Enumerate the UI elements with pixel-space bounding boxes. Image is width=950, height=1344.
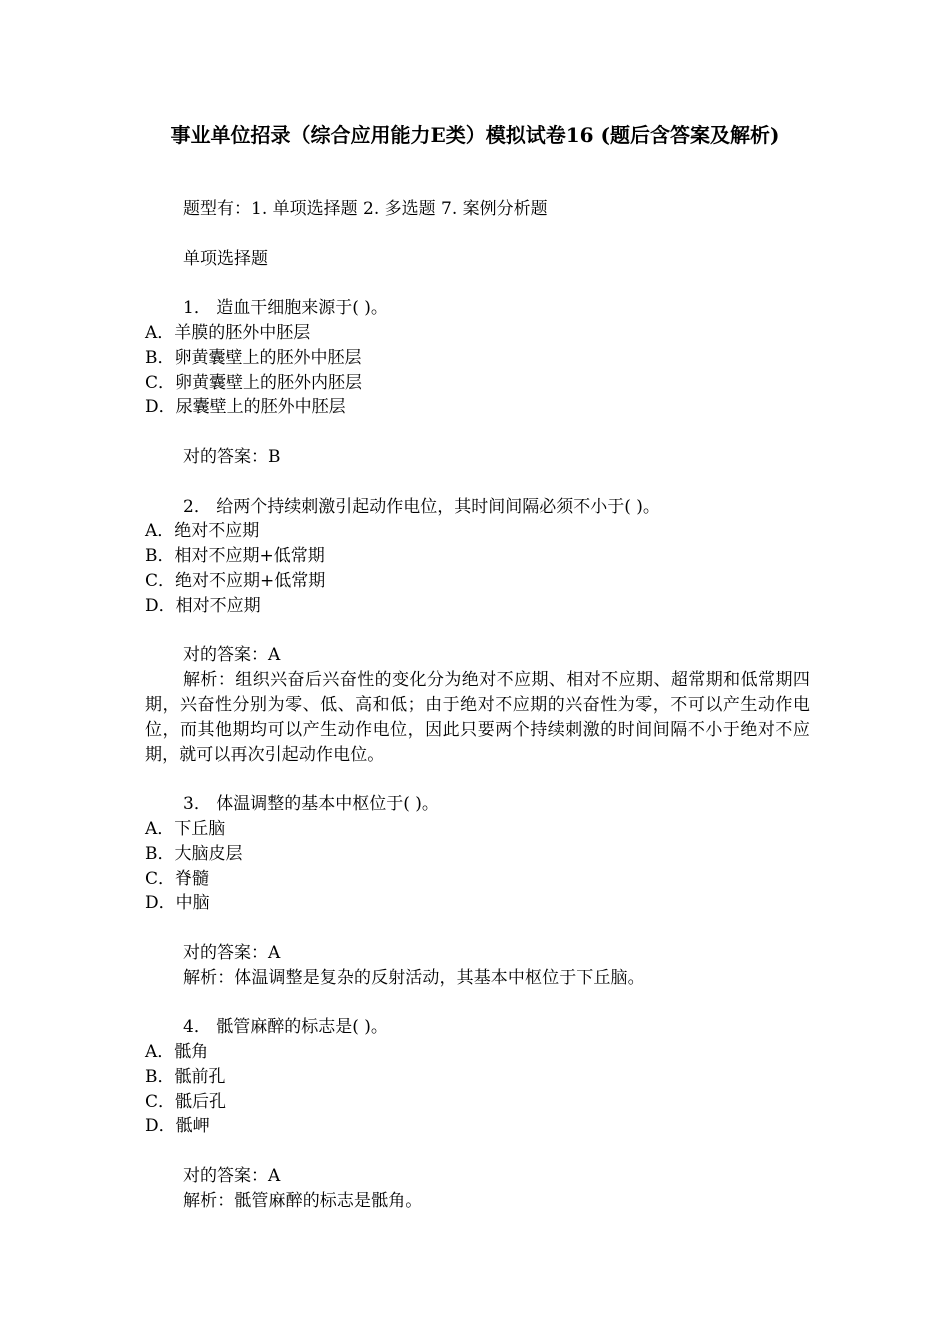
question-types-line: 题型有：1. 单项选择题 2. 多选题 7. 案例分析题	[183, 199, 548, 219]
option-a: A．羊膜的胚外中胚层	[145, 322, 311, 343]
option-c: C．绝对不应期+低常期	[145, 570, 326, 591]
option-a: A．下丘脑	[145, 818, 226, 839]
document-body	[145, 197, 810, 1214]
question-stem: 4． 骶管麻醉的标志是( )。	[183, 1017, 388, 1038]
question-block	[145, 792, 810, 990]
option-b: B．卵黄囊壁上的胚外中胚层	[145, 347, 362, 368]
option-a: A．骶角	[145, 1042, 209, 1063]
document-title: 事业单位招录（综合应用能力E类）模拟试卷16 (题后含答案及解析)	[170, 123, 780, 147]
question-block	[145, 1015, 810, 1213]
correct-answer: 对的答案：A	[183, 942, 281, 963]
analysis-text: 解析：骶管麻醉的标志是骶角。	[183, 1190, 423, 1211]
option-c: C．骶后孔	[145, 1091, 227, 1112]
analysis-text: 解析：体温调整是复杂的反射活动，其基本中枢位于下丘脑。	[183, 967, 645, 988]
section-heading: 单项选择题	[183, 248, 268, 269]
correct-answer: 对的答案：B	[183, 446, 281, 467]
option-a: A．绝对不应期	[145, 521, 260, 542]
question-stem: 2． 给两个持续刺激引起动作电位，其时间间隔必须不小于( )。	[183, 496, 660, 517]
option-d: D．骶岬	[145, 1116, 210, 1137]
correct-answer: 对的答案：A	[183, 645, 281, 666]
question-block	[145, 495, 810, 768]
option-c: C．卵黄囊壁上的胚外内胚层	[145, 372, 363, 393]
option-b: B．骶前孔	[145, 1066, 226, 1087]
question-block	[145, 296, 810, 470]
option-b: B．相对不应期+低常期	[145, 546, 325, 567]
option-d: D．中脑	[145, 893, 210, 914]
option-b: B．大脑皮层	[145, 843, 243, 864]
correct-answer: 对的答案：A	[183, 1166, 281, 1187]
option-c: C．脊髓	[145, 868, 210, 889]
analysis-text: 解析：组织兴奋后兴奋性的变化分为绝对不应期、相对不应期、超常期和低常期四期，兴奋性分别为零、低、高和低；由于绝对不应期的兴奋性为零，不可以产生动作电位，而其他期均可以产生动作电位，因此只要两个持续刺激的时间间隔不小于绝对不应期，就可以再次引起动作电位。	[145, 670, 810, 765]
option-d: D．尿囊壁上的胚外中胚层	[145, 397, 346, 418]
option-d: D．相对不应期	[145, 595, 261, 616]
question-stem: 1． 造血干细胞来源于( )。	[183, 298, 388, 319]
question-stem: 3． 体温调整的基本中枢位于( )。	[183, 794, 439, 815]
